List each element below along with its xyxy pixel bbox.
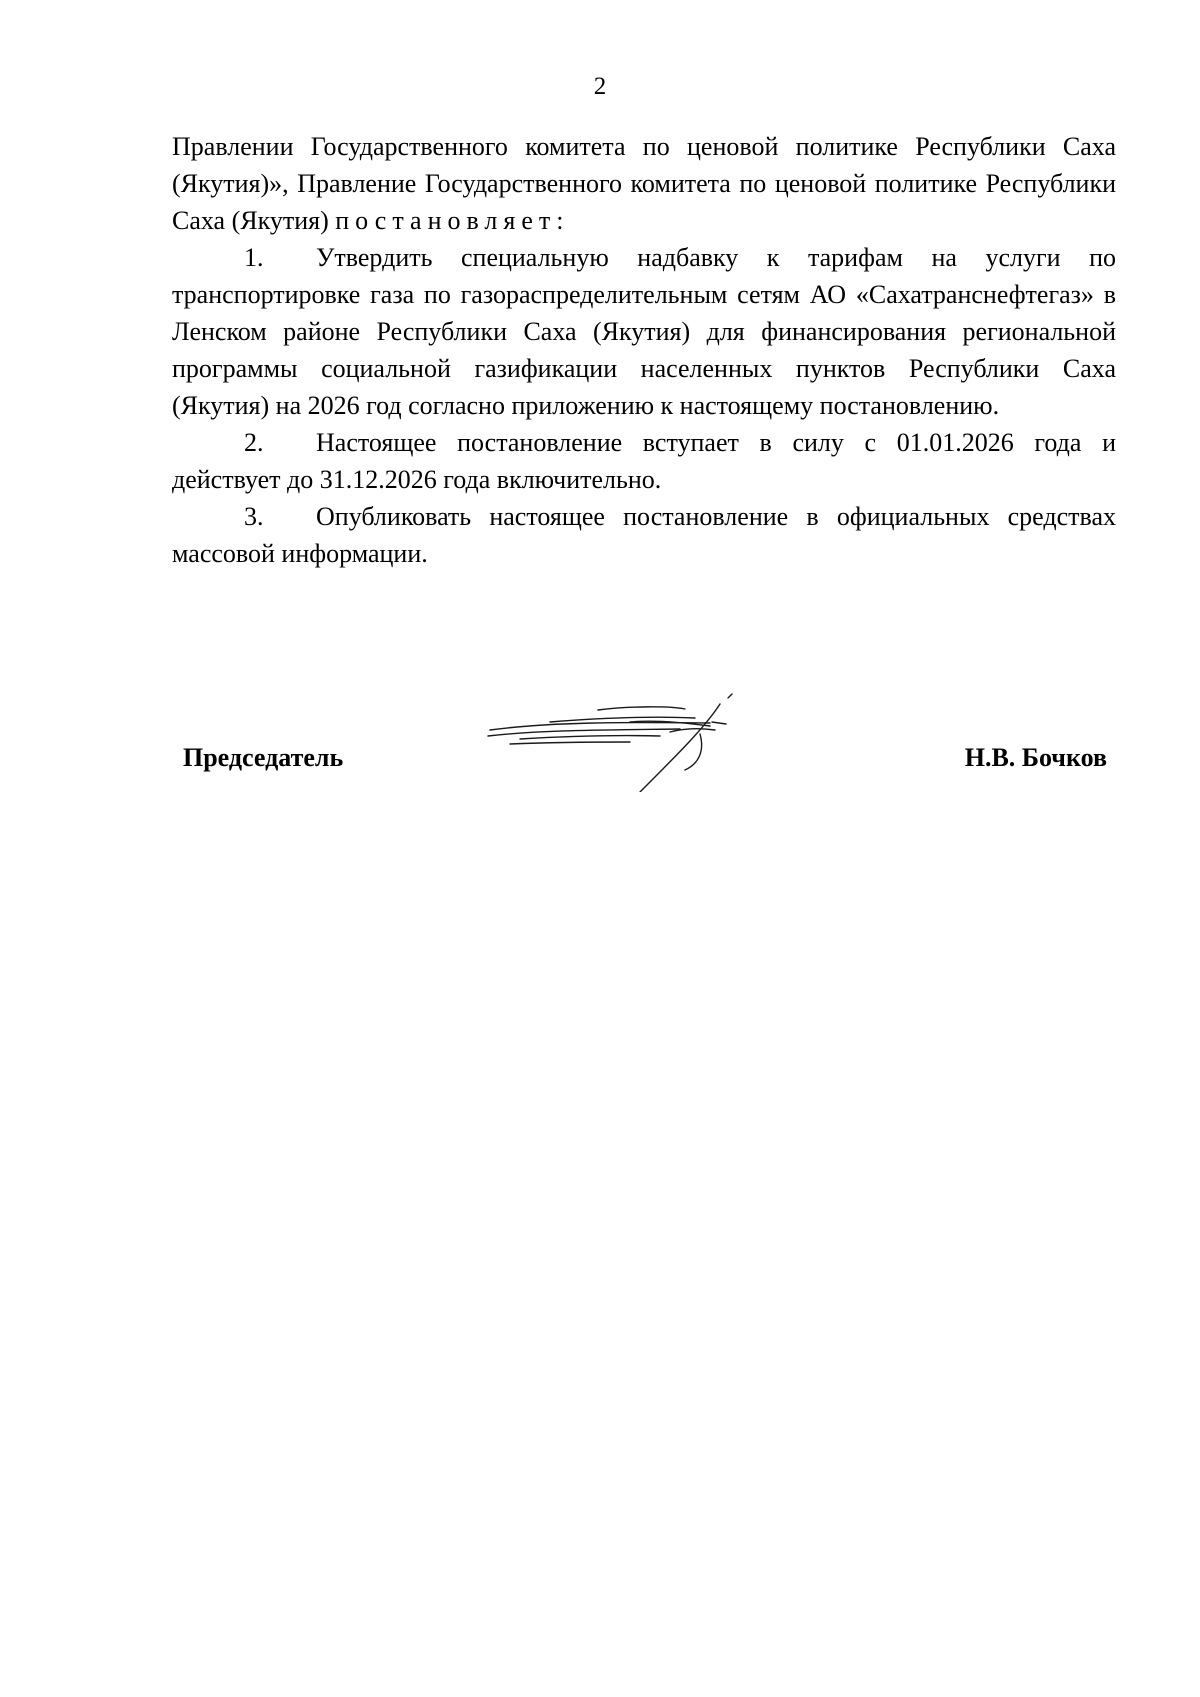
resolution-item-3 — [172, 498, 1116, 572]
page-number: 2 — [593, 73, 607, 100]
intro-paragraph — [172, 128, 1116, 239]
item-text: Настоящее постановление вступает в силу с 01.01.2026 года и действует до 31.12.2026 года включительно. — [172, 428, 1116, 494]
item-number: 2. — [244, 428, 264, 457]
signatory-name: Н.В. Бочков — [964, 743, 1107, 772]
document-body — [172, 128, 1116, 572]
resolution-item-1 — [172, 239, 1116, 424]
intro-text: Правлении Государственного комитета по ценовой политике Республики Саха (Якутия)», Правление Государственного комитета по ценовой политике Республики Саха (Якутия) — [172, 132, 1116, 235]
signatory-position: Председатель — [183, 743, 344, 772]
item-number: 3. — [244, 502, 264, 531]
item-text: Утвердить специальную надбавку к тарифам на услуги по транспортировке газа по газораспределительным сетям АО «Сахатранснефтегаз» в Ленском районе Республики Саха (Якутия) для финансирования региональной программы социальной газификации населенных пунктов Республики Саха (Якутия) на 2026 год согласно приложению к настоящему постановлению. — [172, 243, 1116, 420]
signature-row — [183, 738, 1107, 778]
item-text: Опубликовать настоящее постановление в официальных средствах массовой информации. — [172, 502, 1116, 568]
resolves-word: постановляет: — [335, 206, 570, 235]
resolution-item-2 — [172, 424, 1116, 498]
item-number: 1. — [244, 243, 264, 272]
